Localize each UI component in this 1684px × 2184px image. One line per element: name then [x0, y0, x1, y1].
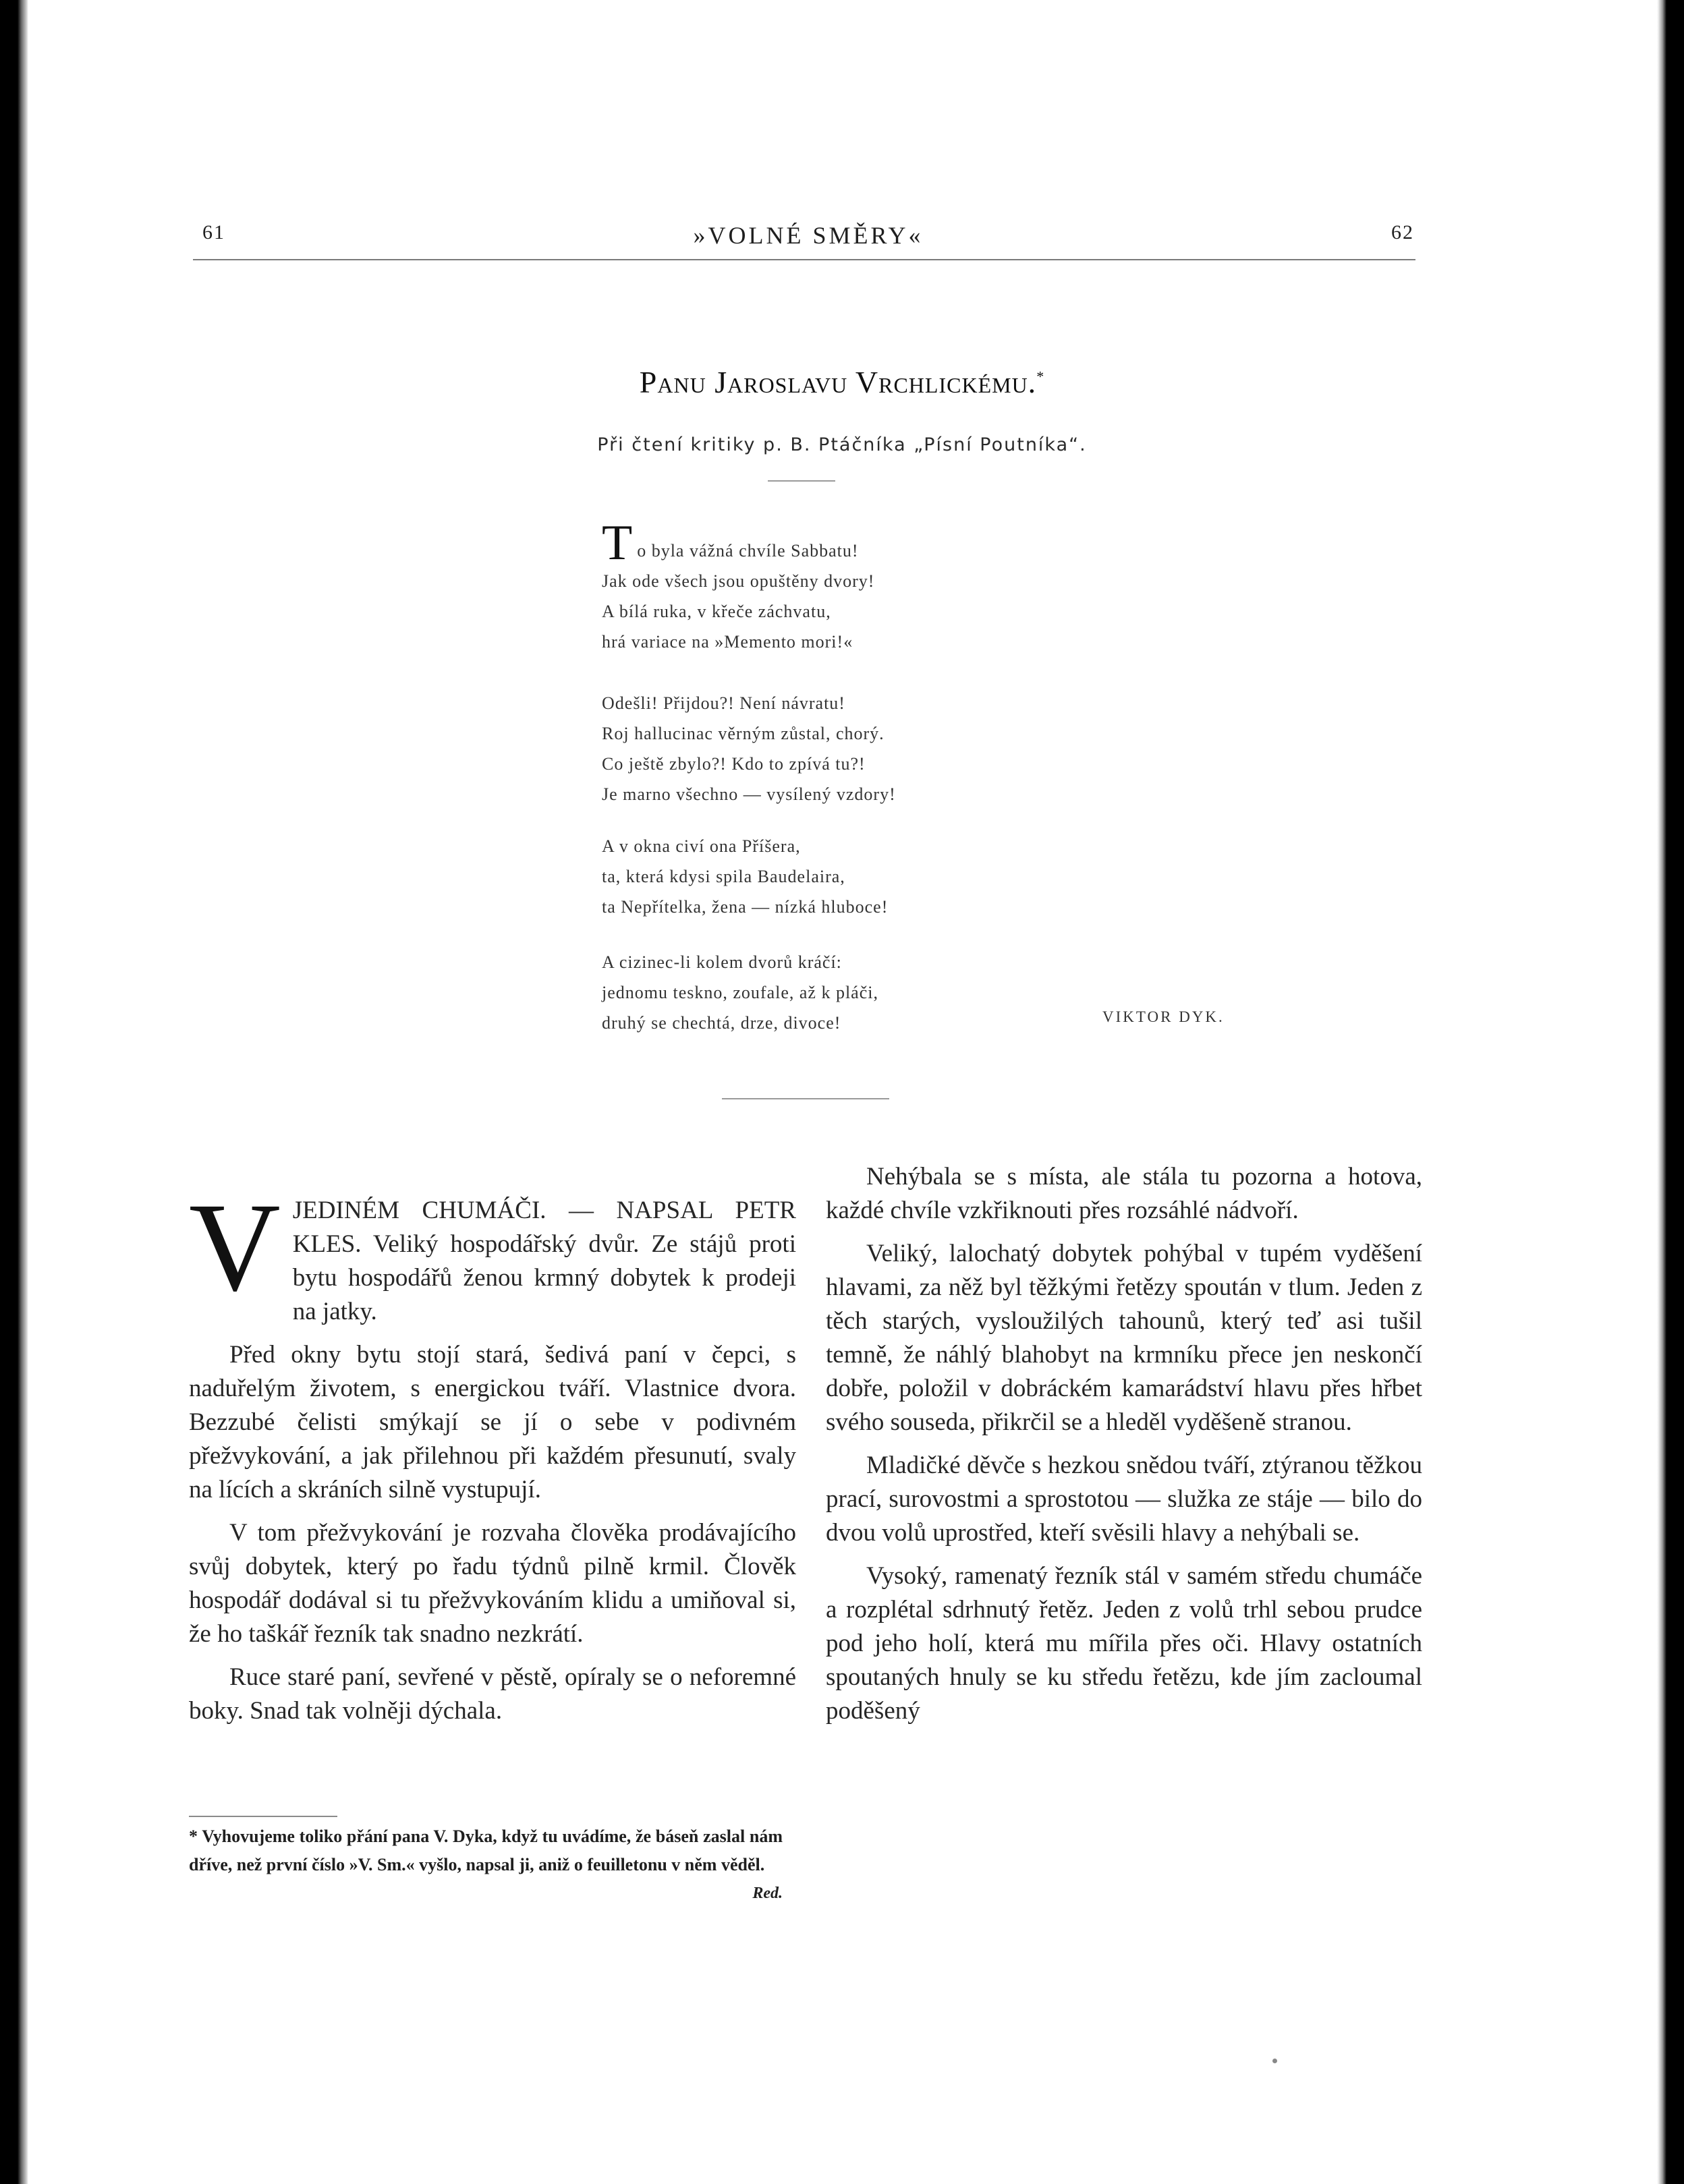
story-paragraph: Nehýbala se s místa, ale stála tu pozorna a hotova, každé chvíle vzkřiknouti přes rozsáhlé nádvoří.: [826, 1163, 1422, 1224]
stanza-line: Odešli! Přijdou?! Není návratu!: [602, 693, 845, 713]
stanza-line: Co ještě zbylo?! Kdo to zpívá tu?!: [602, 754, 866, 774]
story-paragraph: Veliký, lalochatý dobytek pohýbal v tupém vyděšení hlavami, za něž byl těžkými řetězy spoután v tlum. Jeden z těch starých, vysloužilých tahounů, který teď asi tušil temně, že náhlý blahobyt na krmníku přece jen neskončí dobře, položil v dobráckém kamarádství hlavu přes hřbet svého souseda, přikrčil se a hleděl vyděšeně stranou.: [826, 1240, 1422, 1436]
poem-title-initial: P: [639, 365, 658, 399]
paper-speck: [1272, 2059, 1277, 2063]
stanza-3: [602, 831, 1276, 922]
stanza-2: [602, 688, 1276, 809]
story-paragraph: Před okny bytu stojí stará, šedivá paní v čepci, s naduřelým životem, s energickou tváří. Vlastnice dvora. Bezzubé čelisti smýkají se jí o sebe v podivném přežvykování, a jak přilehnou při každém přesunutí, svaly na lících a skráních silně vystupují.: [189, 1341, 796, 1503]
story-paragraph: Veliký hospodářský dvůr. Ze stájů proti bytu hospodářů ženou krmný dobytek k prodeji na jatky.: [292, 1230, 796, 1325]
poem-subtitle: Při čtení kritiky p. B. Ptáčníka „Písní Poutníka“.: [597, 434, 1087, 455]
stanza-line: ta, která kdysi spila Baudelaira,: [602, 867, 845, 886]
header-rule: [193, 259, 1415, 260]
story-dropcap: V: [189, 1176, 281, 1317]
scan-right-border: [1657, 0, 1684, 2184]
footnote-text: * Vyhovujeme toliko přání pana V. Dyka, když tu uvádíme, že báseň zaslal nám dříve, než první číslo »V. Sm.« vyšlo, napsal ji, aniž o feuilletonu v něm věděl.: [189, 1827, 783, 1874]
footnote: [189, 1822, 783, 1907]
story-column-left: [189, 1176, 796, 1728]
poem-initial-letter: T: [602, 515, 634, 571]
stanza-line: Roj hallucinac věrným zůstal, chorý.: [602, 724, 885, 743]
stanza-line: druhý se chechtá, drze, divoce!: [602, 1013, 841, 1033]
story-paragraph: Vysoký, ramenatý řezník stál v samém středu chumáče a rozplétal sdrhnutý řetěz. Jeden z volů trhl sebou prudce pod jeho holí, která mu mířila přes oči. Hlavy ostatních spoutaných hnuly se ku středu řetězu, kde jím zacloumal poděšený: [826, 1562, 1422, 1725]
stanza-line: A cizinec-li kolem dvorů kráčí:: [602, 952, 842, 972]
stanza-line: ta Nepřítelka, žena — nízká hluboce!: [602, 897, 889, 917]
running-head: [202, 214, 1414, 255]
scan-left-border: [0, 0, 28, 2184]
stanza-line: Jak ode všech jsou opuštěny dvory!: [602, 571, 875, 591]
page-number-right: 62: [1391, 221, 1414, 243]
stanza-line: jednomu teskno, zoufale, až k pláči,: [602, 983, 878, 1002]
section-divider: [722, 1098, 889, 1099]
story-opening: [189, 1176, 796, 1329]
title-divider: [768, 480, 835, 482]
story-paragraph: Mladičké děvče s hezkou snědou tváří, ztýranou těžkou prací, surovostmi a sprostotou — služka ze stáje — bilo do dvou volů uprostřed, kteří svěsili hlavy a nehýbali se.: [826, 1452, 1422, 1547]
stanza-line: hrá variace na »Memento mori!«: [602, 632, 853, 652]
poem-title-text: anu Jaroslavu Vrchlickému.: [657, 365, 1037, 399]
poem-author: VIKTOR DYK.: [1102, 1008, 1225, 1025]
story-paragraph: Ruce staré paní, sevřené v pěstě, opíraly se o neforemné boky. Snad tak volněji dýchala.: [189, 1663, 796, 1725]
stanza-line: To byla vážná chvíle Sabbatu!: [602, 515, 859, 571]
footnote-mark: *: [1036, 368, 1045, 385]
poem-title: [0, 364, 1684, 400]
story-heading: JEDINÉM CHUMÁČI. — NAPSAL PETR KLES.: [292, 1197, 796, 1258]
page-number-left: 61: [202, 221, 225, 243]
story-column-right: [826, 1160, 1422, 1728]
footnote-signature: Red.: [752, 1885, 783, 1902]
journal-title: »VOLNÉ SMĚRY«: [693, 222, 924, 249]
stanza-1: [602, 515, 1276, 657]
stanza-line: Je marno všechno — vysílený vzdory!: [602, 784, 896, 804]
stanza-line: A v okna civí ona Příšera,: [602, 836, 801, 856]
footnote-rule: [189, 1816, 337, 1817]
stanza-line: A bílá ruka, v křeče záchvatu,: [602, 602, 831, 621]
story-paragraph: V tom přežvykování je rozvaha člověka prodávajícího svůj dobytek, který po řadu týdnů pilně krmil. Člověk hospodář dodával si tu přežvykováním klidu a umiňoval si, že ho taškář řezník tak snadno nezkrátí.: [189, 1519, 796, 1648]
